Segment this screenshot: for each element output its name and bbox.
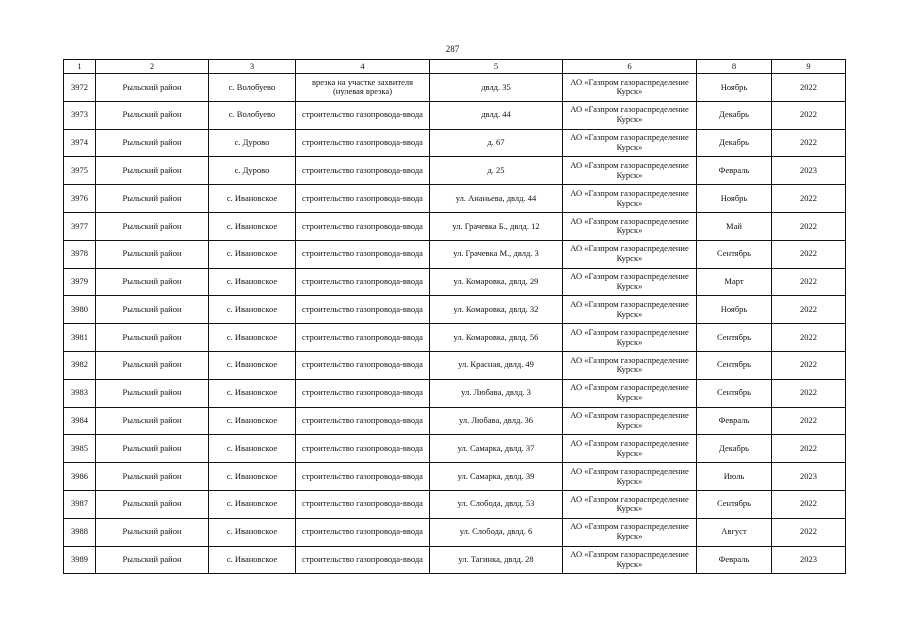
cell-year: 2022: [772, 74, 846, 102]
cell-month: Февраль: [697, 546, 772, 574]
cell-number: 3978: [64, 240, 96, 268]
cell-address: ул. Грачевка Б., двлд. 12: [430, 212, 563, 240]
table-row: [64, 268, 846, 296]
cell-district: Рыльский район: [96, 212, 209, 240]
cell-work-type: строительство газопровода-ввода: [296, 268, 430, 296]
cell-number: 3974: [64, 129, 96, 157]
cell-district: Рыльский район: [96, 351, 209, 379]
cell-address: ул. Тагинка, двлд. 28: [430, 546, 563, 574]
cell-address: ул. Комаровка, двлд. 56: [430, 324, 563, 352]
cell-work-type: строительство газопровода-ввода: [296, 435, 430, 463]
cell-work-type: врезка на участке захвителя (нулевая врезка): [296, 74, 430, 102]
cell-org: АО «Газпром газораспределение Курск»: [563, 435, 697, 463]
table-row: [64, 101, 846, 129]
cell-number: 3987: [64, 490, 96, 518]
register-table: [63, 59, 846, 574]
cell-work-type: строительство газопровода-ввода: [296, 351, 430, 379]
table-row: [64, 435, 846, 463]
cell-work-type: строительство газопровода-ввода: [296, 463, 430, 491]
table-row: [64, 157, 846, 185]
cell-settlement: с. Волобуево: [209, 74, 296, 102]
cell-address: ул. Слобода, двлд. 53: [430, 490, 563, 518]
cell-month: Май: [697, 212, 772, 240]
table-body: [64, 74, 846, 574]
cell-year: 2022: [772, 296, 846, 324]
cell-district: Рыльский район: [96, 463, 209, 491]
cell-district: Рыльский район: [96, 518, 209, 546]
cell-address: ул. Грачевка М., двлд. 3: [430, 240, 563, 268]
cell-number: 3979: [64, 268, 96, 296]
cell-settlement: с. Ивановское: [209, 407, 296, 435]
table-row: [64, 379, 846, 407]
cell-settlement: с. Ивановское: [209, 351, 296, 379]
cell-work-type: строительство газопровода-ввода: [296, 407, 430, 435]
cell-month: Август: [697, 518, 772, 546]
cell-work-type: строительство газопровода-ввода: [296, 296, 430, 324]
cell-settlement: с. Ивановское: [209, 185, 296, 213]
cell-number: 3983: [64, 379, 96, 407]
cell-district: Рыльский район: [96, 74, 209, 102]
cell-settlement: с. Ивановское: [209, 240, 296, 268]
cell-year: 2022: [772, 407, 846, 435]
cell-work-type: строительство газопровода-ввода: [296, 240, 430, 268]
header-cell: 5: [430, 60, 563, 74]
cell-month: Декабрь: [697, 435, 772, 463]
cell-number: 3981: [64, 324, 96, 352]
cell-settlement: с. Ивановское: [209, 212, 296, 240]
cell-district: Рыльский район: [96, 407, 209, 435]
cell-year: 2022: [772, 379, 846, 407]
cell-year: 2022: [772, 240, 846, 268]
cell-month: Февраль: [697, 407, 772, 435]
cell-number: 3985: [64, 435, 96, 463]
cell-address: ул. Слобода, двлд. 6: [430, 518, 563, 546]
cell-month: Сентябрь: [697, 490, 772, 518]
header-cell: 3: [209, 60, 296, 74]
cell-address: д. 67: [430, 129, 563, 157]
table-row: [64, 74, 846, 102]
cell-month: Декабрь: [697, 101, 772, 129]
cell-address: ул. Самарка, двлд. 39: [430, 463, 563, 491]
cell-org: АО «Газпром газораспределение Курск»: [563, 74, 697, 102]
cell-settlement: с. Ивановское: [209, 324, 296, 352]
cell-month: Март: [697, 268, 772, 296]
cell-settlement: с. Дурово: [209, 129, 296, 157]
cell-settlement: с. Ивановское: [209, 518, 296, 546]
cell-year: 2022: [772, 185, 846, 213]
cell-address: ул. Красная, двлд. 49: [430, 351, 563, 379]
table-row: [64, 490, 846, 518]
cell-year: 2022: [772, 324, 846, 352]
cell-district: Рыльский район: [96, 268, 209, 296]
cell-year: 2022: [772, 435, 846, 463]
cell-month: Сентябрь: [697, 324, 772, 352]
header-cell: 4: [296, 60, 430, 74]
cell-org: АО «Газпром газораспределение Курск»: [563, 129, 697, 157]
cell-number: 3973: [64, 101, 96, 129]
cell-org: АО «Газпром газораспределение Курск»: [563, 212, 697, 240]
cell-org: АО «Газпром газораспределение Курск»: [563, 407, 697, 435]
header-cell: 2: [96, 60, 209, 74]
cell-month: Сентябрь: [697, 351, 772, 379]
header-cell: 8: [697, 60, 772, 74]
cell-address: ул. Любава, двлд. 36: [430, 407, 563, 435]
table-row: [64, 324, 846, 352]
cell-address: ул. Ананьева, двлд. 44: [430, 185, 563, 213]
table-row: [64, 463, 846, 491]
cell-work-type: строительство газопровода-ввода: [296, 379, 430, 407]
cell-org: АО «Газпром газораспределение Курск»: [563, 463, 697, 491]
cell-number: 3988: [64, 518, 96, 546]
cell-settlement: с. Ивановское: [209, 268, 296, 296]
page-number: 287: [445, 44, 460, 54]
table-row: [64, 407, 846, 435]
cell-work-type: строительство газопровода-ввода: [296, 212, 430, 240]
cell-work-type: строительство газопровода-ввода: [296, 490, 430, 518]
cell-year: 2022: [772, 268, 846, 296]
cell-org: АО «Газпром газораспределение Курск»: [563, 324, 697, 352]
cell-year: 2022: [772, 101, 846, 129]
cell-org: АО «Газпром газораспределение Курск»: [563, 351, 697, 379]
cell-year: 2022: [772, 490, 846, 518]
cell-district: Рыльский район: [96, 101, 209, 129]
cell-address: ул. Комаровка, двлд. 32: [430, 296, 563, 324]
cell-year: 2022: [772, 129, 846, 157]
cell-settlement: с. Ивановское: [209, 435, 296, 463]
cell-month: Декабрь: [697, 129, 772, 157]
cell-settlement: с. Ивановское: [209, 546, 296, 574]
cell-district: Рыльский район: [96, 185, 209, 213]
cell-work-type: строительство газопровода-ввода: [296, 157, 430, 185]
table-row: [64, 518, 846, 546]
table-row: [64, 296, 846, 324]
cell-year: 2023: [772, 546, 846, 574]
cell-number: 3986: [64, 463, 96, 491]
table-row: [64, 546, 846, 574]
cell-org: АО «Газпром газораспределение Курск»: [563, 101, 697, 129]
cell-org: АО «Газпром газораспределение Курск»: [563, 240, 697, 268]
cell-address: двлд. 35: [430, 74, 563, 102]
cell-settlement: с. Ивановское: [209, 463, 296, 491]
cell-org: АО «Газпром газораспределение Курск»: [563, 546, 697, 574]
cell-org: АО «Газпром газораспределение Курск»: [563, 379, 697, 407]
cell-district: Рыльский район: [96, 379, 209, 407]
cell-district: Рыльский район: [96, 240, 209, 268]
cell-district: Рыльский район: [96, 296, 209, 324]
table-row: [64, 240, 846, 268]
header-cell: 9: [772, 60, 846, 74]
cell-work-type: строительство газопровода-ввода: [296, 546, 430, 574]
cell-number: 3984: [64, 407, 96, 435]
cell-month: Февраль: [697, 157, 772, 185]
cell-number: 3972: [64, 74, 96, 102]
cell-number: 3982: [64, 351, 96, 379]
header-row: [64, 60, 846, 74]
table-row: [64, 212, 846, 240]
header-cell: 6: [563, 60, 697, 74]
cell-district: Рыльский район: [96, 490, 209, 518]
cell-month: Июль: [697, 463, 772, 491]
cell-address: двлд. 44: [430, 101, 563, 129]
cell-work-type: строительство газопровода-ввода: [296, 518, 430, 546]
cell-address: д. 25: [430, 157, 563, 185]
table-row: [64, 129, 846, 157]
cell-address: ул. Любава, двлд. 3: [430, 379, 563, 407]
cell-work-type: строительство газопровода-ввода: [296, 101, 430, 129]
cell-work-type: строительство газопровода-ввода: [296, 324, 430, 352]
header-cell: 1: [64, 60, 96, 74]
cell-district: Рыльский район: [96, 435, 209, 463]
cell-number: 3975: [64, 157, 96, 185]
cell-number: 3977: [64, 212, 96, 240]
cell-settlement: с. Дурово: [209, 157, 296, 185]
cell-district: Рыльский район: [96, 157, 209, 185]
cell-month: Ноябрь: [697, 185, 772, 213]
cell-district: Рыльский район: [96, 129, 209, 157]
cell-settlement: с. Ивановское: [209, 490, 296, 518]
cell-month: Ноябрь: [697, 74, 772, 102]
cell-month: Ноябрь: [697, 296, 772, 324]
cell-year: 2022: [772, 212, 846, 240]
cell-settlement: с. Волобуево: [209, 101, 296, 129]
cell-district: Рыльский район: [96, 546, 209, 574]
cell-district: Рыльский район: [96, 324, 209, 352]
cell-month: Сентябрь: [697, 379, 772, 407]
cell-year: 2023: [772, 463, 846, 491]
cell-org: АО «Газпром газораспределение Курск»: [563, 490, 697, 518]
cell-year: 2022: [772, 351, 846, 379]
cell-number: 3980: [64, 296, 96, 324]
cell-org: АО «Газпром газораспределение Курск»: [563, 268, 697, 296]
cell-settlement: с. Ивановское: [209, 296, 296, 324]
cell-month: Сентябрь: [697, 240, 772, 268]
cell-org: АО «Газпром газораспределение Курск»: [563, 296, 697, 324]
cell-org: АО «Газпром газораспределение Курск»: [563, 518, 697, 546]
cell-year: 2023: [772, 157, 846, 185]
cell-org: АО «Газпром газораспределение Курск»: [563, 157, 697, 185]
cell-year: 2022: [772, 518, 846, 546]
cell-work-type: строительство газопровода-ввода: [296, 185, 430, 213]
cell-work-type: строительство газопровода-ввода: [296, 129, 430, 157]
cell-org: АО «Газпром газораспределение Курск»: [563, 185, 697, 213]
cell-settlement: с. Ивановское: [209, 379, 296, 407]
table-row: [64, 351, 846, 379]
cell-number: 3989: [64, 546, 96, 574]
cell-number: 3976: [64, 185, 96, 213]
table-row: [64, 185, 846, 213]
cell-address: ул. Самарка, двлд. 37: [430, 435, 563, 463]
cell-address: ул. Комаровка, двлд. 29: [430, 268, 563, 296]
